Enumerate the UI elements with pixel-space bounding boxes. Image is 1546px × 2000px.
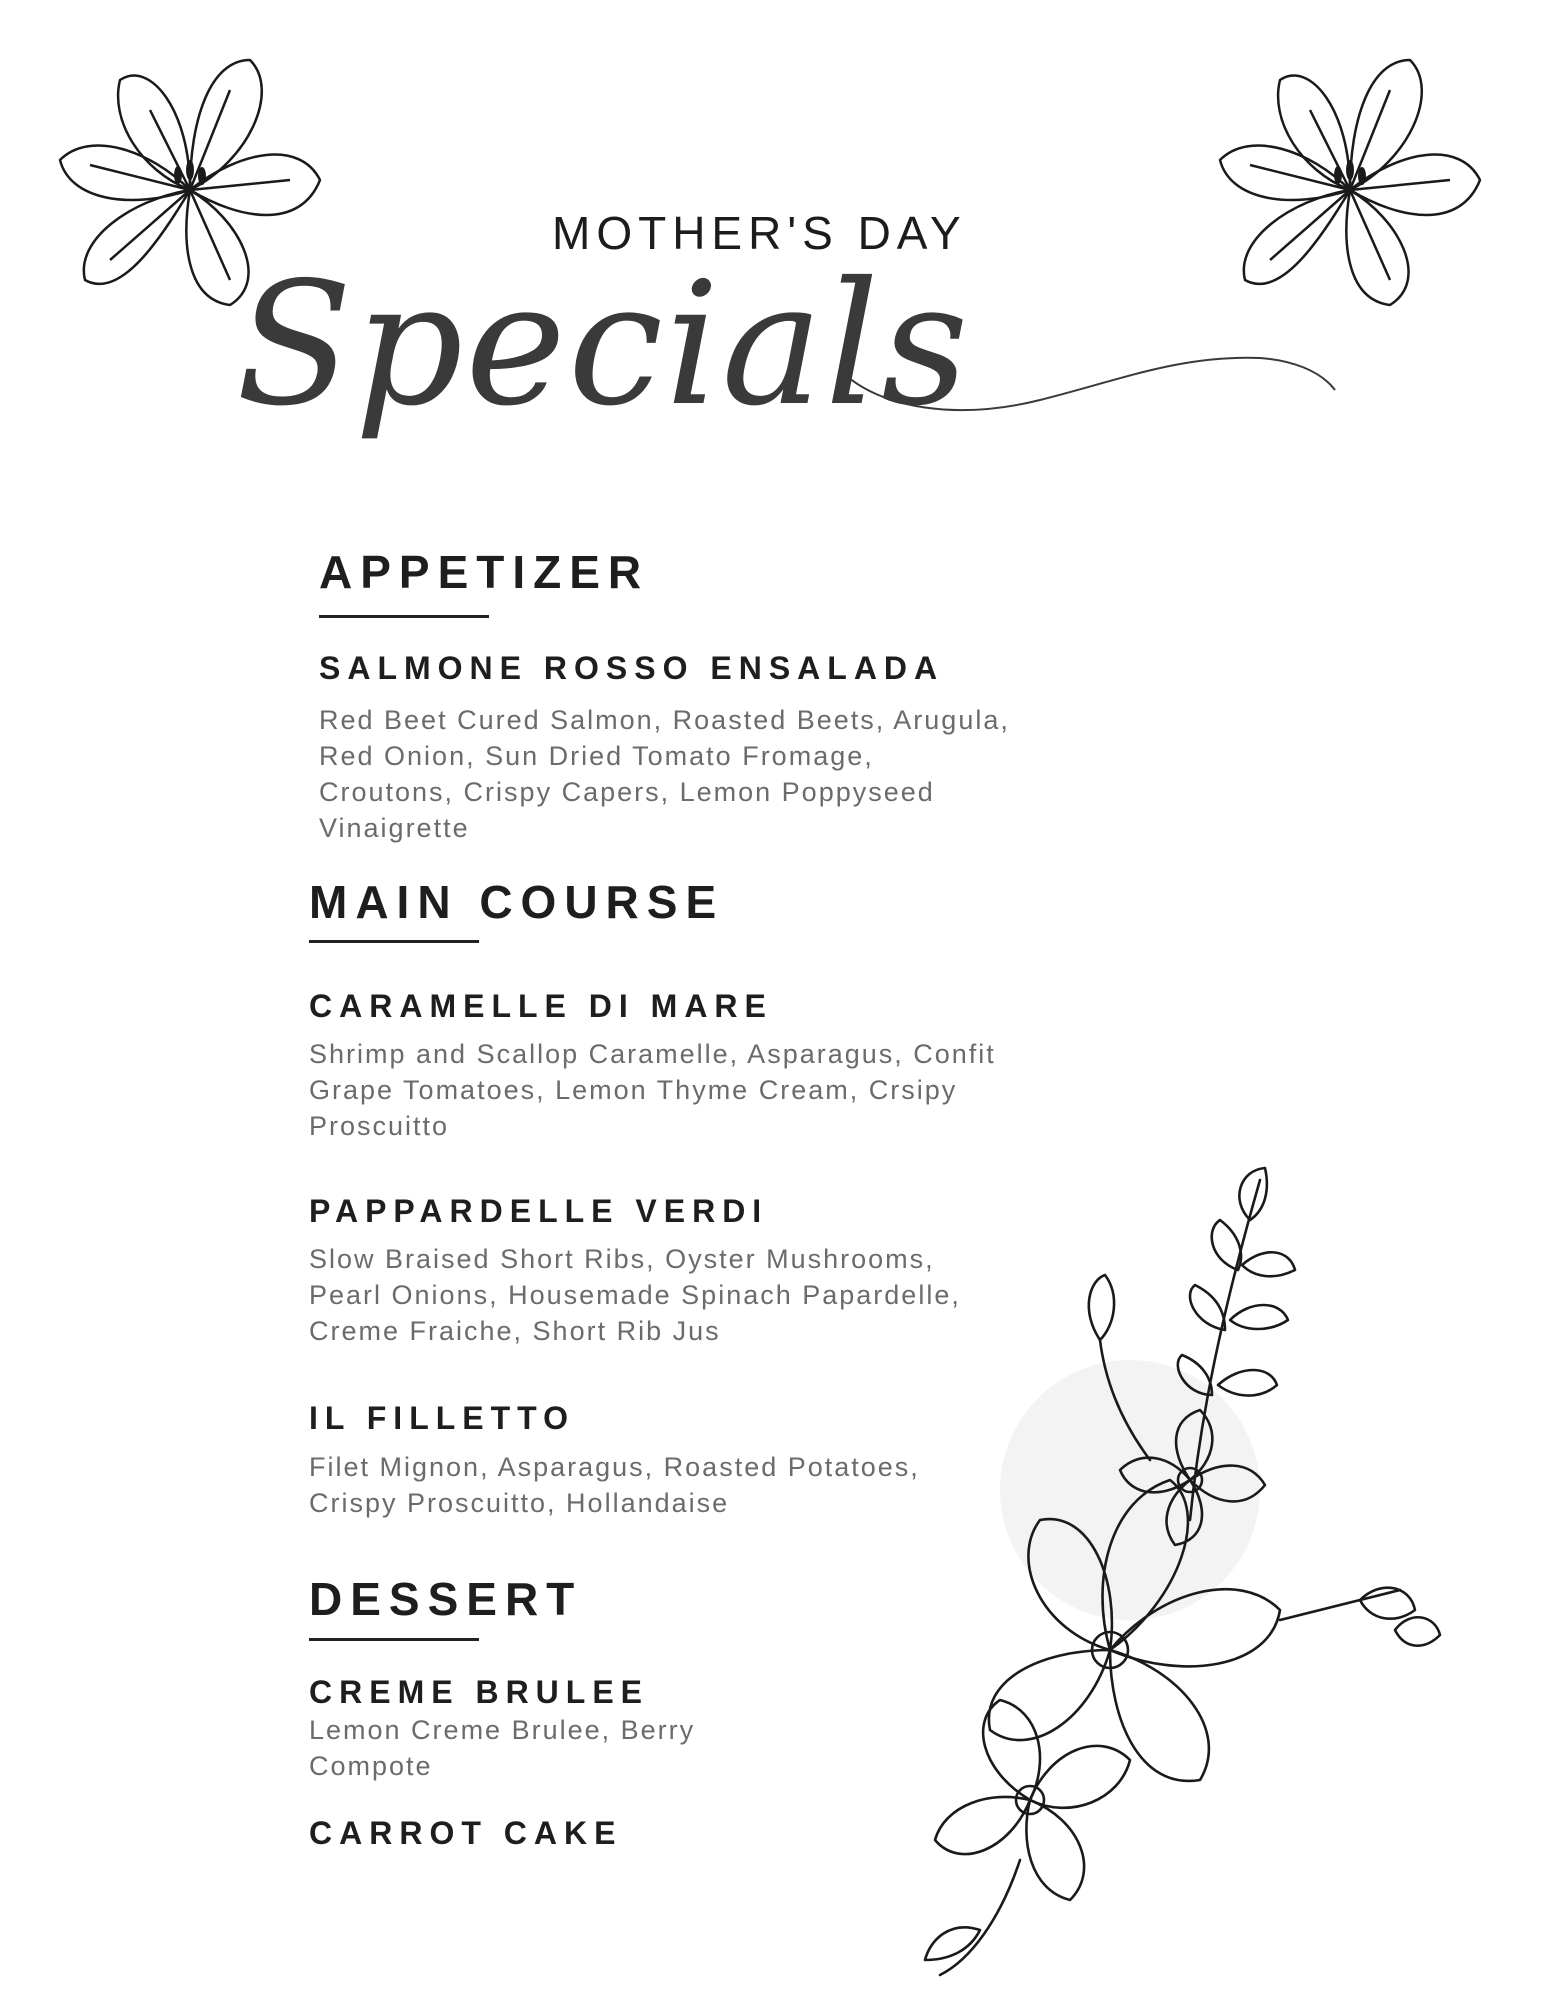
description-line: Grape Tomatoes, Lemon Thyme Cream, Crsipy bbox=[309, 1075, 958, 1105]
menu-item-name: PAPPARDELLE VERDI bbox=[309, 1193, 769, 1229]
description-line: Croutons, Crispy Capers, Lemon Poppyseed bbox=[319, 777, 935, 807]
menu-item-name: CARAMELLE DI MARE bbox=[309, 988, 773, 1024]
menu-item-description bbox=[309, 1449, 920, 1521]
description-line: Slow Braised Short Ribs, Oyster Mushrooms, bbox=[309, 1244, 935, 1274]
section-title-dessert: DESSERT bbox=[309, 1573, 583, 1625]
section-divider bbox=[319, 615, 489, 618]
flourish-line bbox=[840, 350, 1340, 430]
section-title-appetizer: APPETIZER bbox=[319, 546, 650, 598]
menu-item-name: CREME BRULEE bbox=[309, 1674, 650, 1710]
description-line: Creme Fraiche, Short Rib Jus bbox=[309, 1316, 721, 1346]
menu-item-description bbox=[309, 1036, 996, 1144]
header-subtitle: MOTHER'S DAY bbox=[552, 207, 967, 259]
description-line: Vinaigrette bbox=[319, 813, 470, 843]
description-line: Lemon Creme Brulee, Berry bbox=[309, 1715, 696, 1745]
header-script-title: Specials bbox=[236, 246, 971, 444]
menu-item-description bbox=[309, 1712, 695, 1784]
description-line: Red Beet Cured Salmon, Roasted Beets, Arugula, bbox=[319, 705, 1010, 735]
section-title-main-course: MAIN COURSE bbox=[309, 876, 725, 928]
section-divider bbox=[309, 1638, 479, 1641]
menu-item-description bbox=[309, 1241, 961, 1349]
description-line: Red Onion, Sun Dried Tomato Fromage, bbox=[319, 741, 874, 771]
description-line: Compote bbox=[309, 1751, 433, 1781]
description-line: Filet Mignon, Asparagus, Roasted Potatoes, bbox=[309, 1452, 920, 1482]
menu-item-name: IL FILLETTO bbox=[309, 1400, 576, 1436]
section-divider bbox=[309, 940, 479, 943]
flower-icon-top-right bbox=[1210, 50, 1490, 320]
description-line: Crispy Proscuitto, Hollandaise bbox=[309, 1488, 730, 1518]
menu-item-name: CARROT CAKE bbox=[309, 1815, 623, 1851]
description-line: Pearl Onions, Housemade Spinach Papardelle, bbox=[309, 1280, 961, 1310]
description-line: Proscuitto bbox=[309, 1111, 450, 1141]
menu-item-name: SALMONE ROSSO ENSALADA bbox=[319, 650, 945, 686]
description-line: Shrimp and Scallop Caramelle, Asparagus, Confit bbox=[309, 1039, 996, 1069]
menu-item-description bbox=[319, 702, 1010, 846]
floral-bouquet-icon bbox=[920, 1160, 1520, 1980]
